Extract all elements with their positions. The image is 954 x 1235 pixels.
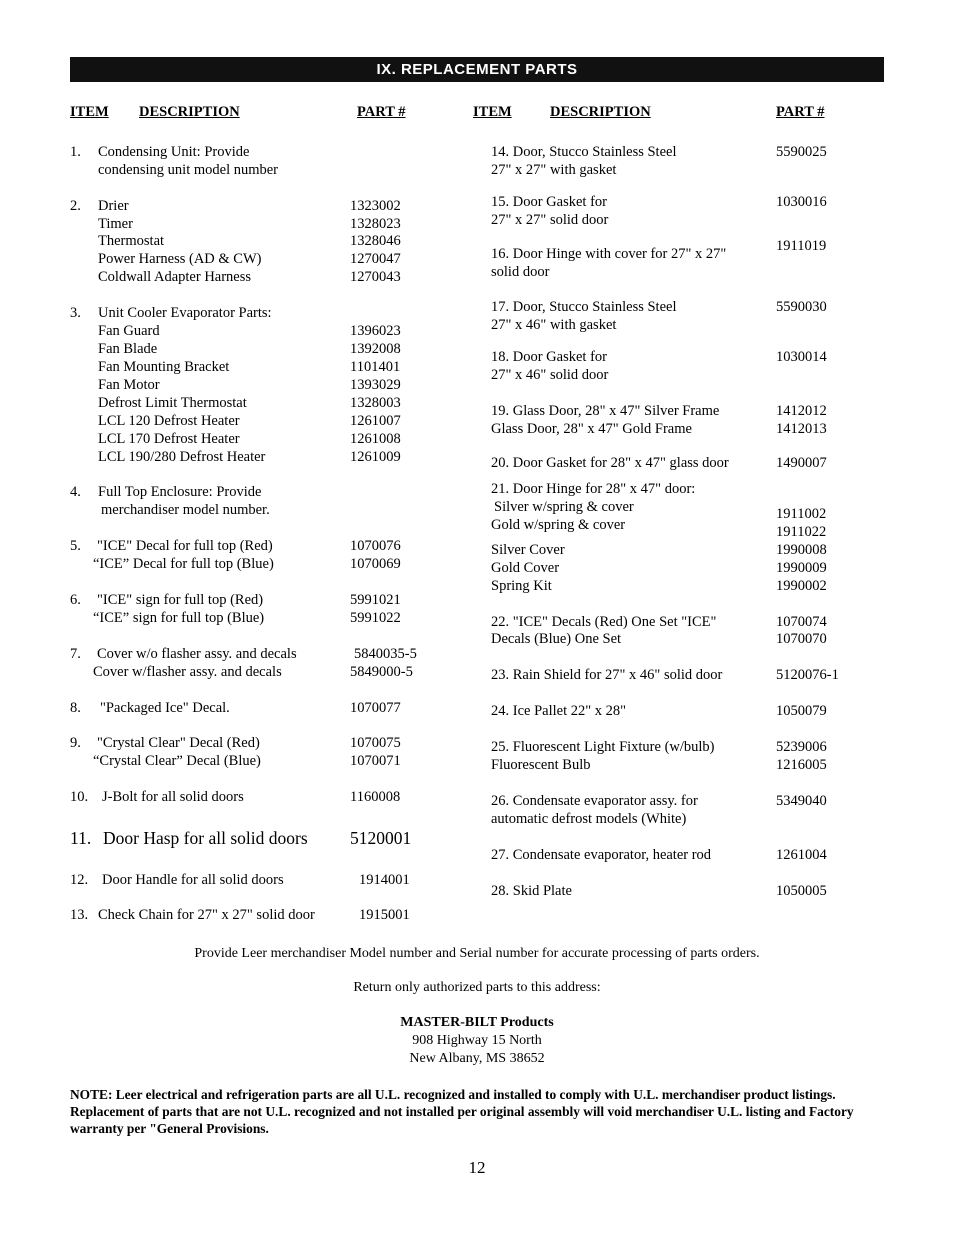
left-part-line: 10. — [70, 789, 89, 805]
right-part-line: Gold Cover — [491, 560, 560, 576]
company-name: MASTER-BILT Products — [400, 1015, 554, 1030]
left-part-line: 1261008 — [350, 431, 401, 447]
right-part-line: 1261004 — [776, 847, 827, 863]
right-part-line: 15. Door Gasket for — [491, 194, 607, 210]
right-part-line: 27" x 27" with gasket — [491, 162, 617, 178]
right-part-line: 16. Door Hinge with cover for 27" x 27" — [491, 246, 727, 262]
right-part-line: 1990002 — [776, 578, 827, 594]
right-part-line: 18. Door Gasket for — [491, 349, 607, 365]
left-part-line: “ICE” Decal for full top (Blue) — [93, 556, 274, 572]
right-part-line: 20. Door Gasket for 28" x 47" glass door — [491, 455, 729, 471]
right-part-line: 5349040 — [776, 793, 827, 809]
header-description-right: DESCRIPTION — [550, 104, 651, 120]
right-part-line: 27" x 27" solid door — [491, 212, 609, 228]
right-part-line: 17. Door, Stucco Stainless Steel — [491, 299, 677, 315]
left-part-line: 1914001 — [359, 872, 410, 888]
left-part-line: 1270047 — [350, 251, 401, 267]
left-part-line: 1328046 — [350, 233, 401, 249]
right-part-line: 24. Ice Pallet 22" x 28" — [491, 703, 627, 719]
right-part-line: 1030016 — [776, 194, 827, 210]
left-part-line: 1070069 — [350, 556, 401, 572]
left-part-line: Cover w/flasher assy. and decals — [93, 664, 282, 680]
right-part-line: 23. Rain Shield for 27" x 46" solid door — [491, 667, 723, 683]
left-part-line: 1261009 — [350, 449, 401, 465]
left-part-line: LCL 120 Defrost Heater — [98, 413, 240, 429]
left-part-line: 4. — [70, 484, 81, 500]
left-part-line: 11. — [70, 828, 92, 848]
right-part-line: Silver w/spring & cover — [494, 499, 634, 515]
left-part-line: “ICE” sign for full top (Blue) — [93, 610, 265, 626]
left-part-line: J-Bolt for all solid doors — [102, 789, 244, 805]
right-part-line: 1911002 — [776, 506, 827, 522]
left-part-line: 7. — [70, 646, 81, 662]
left-part-line: 5120001 — [350, 828, 412, 848]
right-part-line: 28. Skid Plate — [491, 883, 572, 899]
right-part-line: Glass Door, 28" x 47" Gold Frame — [491, 421, 692, 437]
right-part-line: 14. Door, Stucco Stainless Steel — [491, 144, 677, 160]
right-part-line: 1990009 — [776, 560, 827, 576]
right-part-line: Fluorescent Bulb — [491, 757, 591, 773]
left-part-line: Coldwall Adapter Harness — [98, 269, 252, 285]
left-part-line: 5991022 — [350, 610, 401, 626]
left-part-line: 3. — [70, 305, 81, 321]
right-part-line: solid door — [491, 264, 550, 280]
right-part-line: 1070070 — [776, 631, 827, 647]
right-part-line: 27" x 46" solid door — [491, 367, 609, 383]
page-number: 12 — [468, 1158, 486, 1177]
left-part-line: Full Top Enclosure: Provide — [98, 484, 262, 500]
header-item-right: ITEM — [473, 104, 512, 120]
left-part-line: Thermostat — [98, 233, 165, 249]
right-part-line: 1412012 — [776, 403, 827, 419]
right-part-line: 1050079 — [776, 703, 827, 719]
left-part-line: 2. — [70, 198, 81, 214]
left-part-line: "Packaged Ice" Decal. — [100, 700, 230, 716]
right-part-line: 1911019 — [776, 238, 827, 254]
left-part-line: 5991021 — [350, 592, 401, 608]
left-part-line: merchandiser model number. — [101, 502, 270, 518]
right-part-line: Spring Kit — [491, 578, 552, 594]
section-title: IX. REPLACEMENT PARTS — [70, 57, 884, 82]
left-part-line: 1261007 — [350, 413, 401, 429]
right-part-line: 1216005 — [776, 757, 827, 773]
header-part-right: PART # — [776, 104, 825, 120]
left-part-line: “Crystal Clear” Decal (Blue) — [93, 753, 261, 769]
right-part-line: 1030014 — [776, 349, 827, 365]
left-part-line: Door Hasp for all solid doors — [103, 828, 308, 848]
right-part-line: Decals (Blue) One Set — [491, 631, 622, 647]
right-part-line: 5590025 — [776, 144, 827, 160]
header-part-left: PART # — [357, 104, 406, 120]
left-part-line: "ICE" Decal for full top (Red) — [97, 538, 273, 554]
left-part-line: Check Chain for 27" x 27" solid door — [98, 907, 315, 923]
left-part-line: 6. — [70, 592, 81, 608]
right-part-line: 19. Glass Door, 28" x 47" Silver Frame — [491, 403, 720, 419]
right-part-line: 5590030 — [776, 299, 827, 315]
left-part-line: Door Handle for all solid doors — [102, 872, 284, 888]
left-part-line: 5849000-5 — [350, 664, 413, 680]
left-part-line: 1070077 — [350, 700, 401, 716]
right-part-line: 1911022 — [776, 524, 827, 540]
left-part-line: 1393029 — [350, 377, 401, 393]
right-part-line: Silver Cover — [491, 542, 565, 558]
right-part-line: 1990008 — [776, 542, 827, 558]
right-part-line: 25. Fluorescent Light Fixture (w/bulb) — [491, 739, 715, 755]
left-part-line: 8. — [70, 700, 81, 716]
left-part-line: Fan Blade — [98, 341, 158, 357]
left-part-line: LCL 170 Defrost Heater — [98, 431, 240, 447]
provide-model-note: Provide Leer merchandiser Model number and Serial number for accurate processing of parts orders. — [194, 946, 760, 961]
left-part-line: Unit Cooler Evaporator Parts: — [98, 305, 272, 321]
left-part-line: 1070071 — [350, 753, 401, 769]
left-part-line: Fan Motor — [98, 377, 160, 393]
left-part-line: Defrost Limit Thermostat — [98, 395, 247, 411]
right-part-line: 1490007 — [776, 455, 827, 471]
right-part-line: 27" x 46" with gasket — [491, 317, 617, 333]
left-part-line: Drier — [98, 198, 129, 214]
right-part-line: 1070074 — [776, 614, 827, 630]
left-part-line: 1915001 — [359, 907, 410, 923]
left-part-line: 1. — [70, 144, 81, 160]
left-part-line: LCL 190/280 Defrost Heater — [98, 449, 266, 465]
header-description-left: DESCRIPTION — [139, 104, 240, 120]
left-part-line: "ICE" sign for full top (Red) — [97, 592, 264, 608]
right-part-line: automatic defrost models (White) — [491, 811, 687, 827]
left-part-line: Power Harness (AD & CW) — [98, 251, 262, 267]
left-part-line: 1392008 — [350, 341, 401, 357]
left-part-line: Fan Guard — [98, 323, 160, 339]
left-part-line: 1328003 — [350, 395, 401, 411]
left-part-line: condensing unit model number — [98, 162, 279, 178]
address-line-1: 908 Highway 15 North — [412, 1033, 542, 1048]
left-part-line: 1070075 — [350, 735, 401, 751]
return-parts-note: Return only authorized parts to this address: — [353, 980, 601, 995]
left-part-line: 9. — [70, 735, 81, 751]
left-part-line: Timer — [98, 216, 133, 232]
left-part-line: 13. — [70, 907, 89, 923]
ul-warning-note: NOTE: Leer electrical and refrigeration parts are all U.L. recognized and installed to comply with U.L. merchandiser product listings. Replacement of parts that are not U.L. recognized and not installed per original assembly will void merchandiser U.L. listing and Factory warranty per "General Provisions. — [70, 1087, 854, 1136]
left-part-line: Cover w/o flasher assy. and decals — [97, 646, 297, 662]
left-part-line: 1396023 — [350, 323, 401, 339]
left-part-line: 1070076 — [350, 538, 401, 554]
header-item-left: ITEM — [70, 104, 109, 120]
left-part-line: 1323002 — [350, 198, 401, 214]
right-part-line: 26. Condensate evaporator assy. for — [491, 793, 698, 809]
left-part-line: 12. — [70, 872, 89, 888]
right-part-line: Gold w/spring & cover — [491, 517, 626, 533]
left-part-line: 1328023 — [350, 216, 401, 232]
left-part-line: 5. — [70, 538, 81, 554]
left-part-line: Condensing Unit: Provide — [98, 144, 250, 160]
right-part-line: 21. Door Hinge for 28" x 47" door: — [491, 481, 696, 497]
left-part-line: 1101401 — [350, 359, 401, 375]
left-part-line: 1270043 — [350, 269, 401, 285]
right-part-line: 5120076-1 — [776, 667, 839, 683]
left-part-line: Fan Mounting Bracket — [98, 359, 230, 375]
address-line-2: New Albany, MS 38652 — [409, 1051, 545, 1066]
right-part-line: 5239006 — [776, 739, 827, 755]
left-part-line: "Crystal Clear" Decal (Red) — [97, 735, 260, 751]
right-part-line: 22. "ICE" Decals (Red) One Set "ICE" — [491, 614, 717, 630]
left-part-line: 1160008 — [350, 789, 401, 805]
right-part-line: 1412013 — [776, 421, 827, 437]
left-part-line: 5840035-5 — [354, 646, 417, 662]
right-part-line: 27. Condensate evaporator, heater rod — [491, 847, 712, 863]
right-part-line: 1050005 — [776, 883, 827, 899]
